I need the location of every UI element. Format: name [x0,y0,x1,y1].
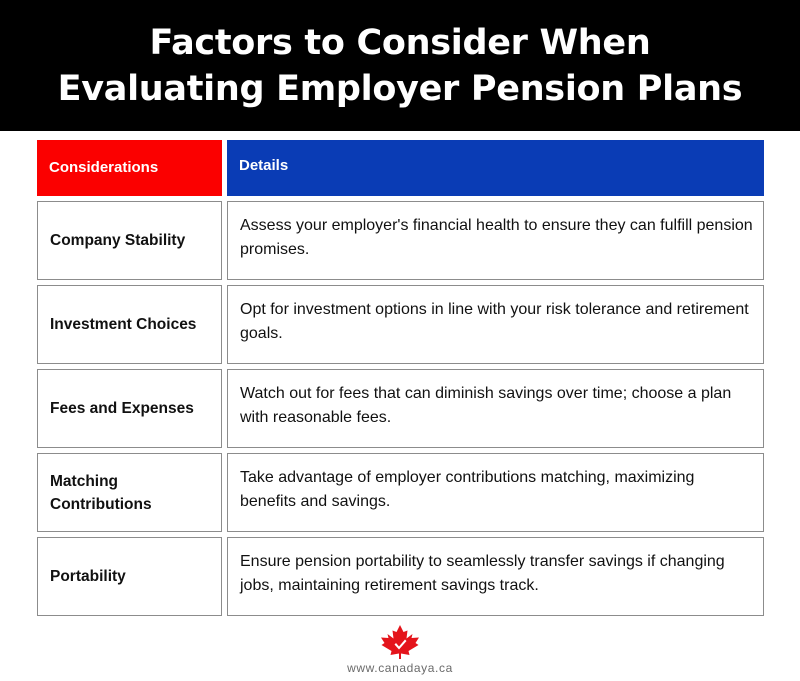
header-considerations: Considerations [37,140,222,196]
header-details: Details [227,140,764,196]
table-row [37,537,764,616]
details-cell: Assess your employer's financial health to ensure they can fulfill pension promises. [227,201,764,280]
details-cell: Opt for investment options in line with your risk tolerance and retirement goals. [227,285,764,364]
consideration-cell: Company Stability [37,201,222,280]
title-banner [0,0,800,131]
consideration-cell: Fees and Expenses [37,369,222,448]
table-row [37,369,764,448]
consideration-cell: Portability [37,537,222,616]
table-row [37,201,764,280]
page-title-line-1: Factors to Consider When [149,22,651,63]
consideration-cell: Matching Contributions [37,453,222,532]
table-row [37,285,764,364]
page-title-line-2: Evaluating Employer Pension Plans [57,68,743,109]
table-header-row [37,140,764,196]
website-url: www.canadaya.ca [347,661,453,675]
considerations-table [37,140,764,621]
table-row [37,453,764,532]
details-cell: Watch out for fees that can diminish savings over time; choose a plan with reasonable fees. [227,369,764,448]
consideration-cell: Investment Choices [37,285,222,364]
footer-logo [0,624,800,681]
details-cell: Take advantage of employer contributions matching, maximizing benefits and savings. [227,453,764,532]
maple-leaf-icon [377,624,423,660]
details-cell: Ensure pension portability to seamlessly transfer savings if changing jobs, maintaining retirement savings track. [227,537,764,616]
